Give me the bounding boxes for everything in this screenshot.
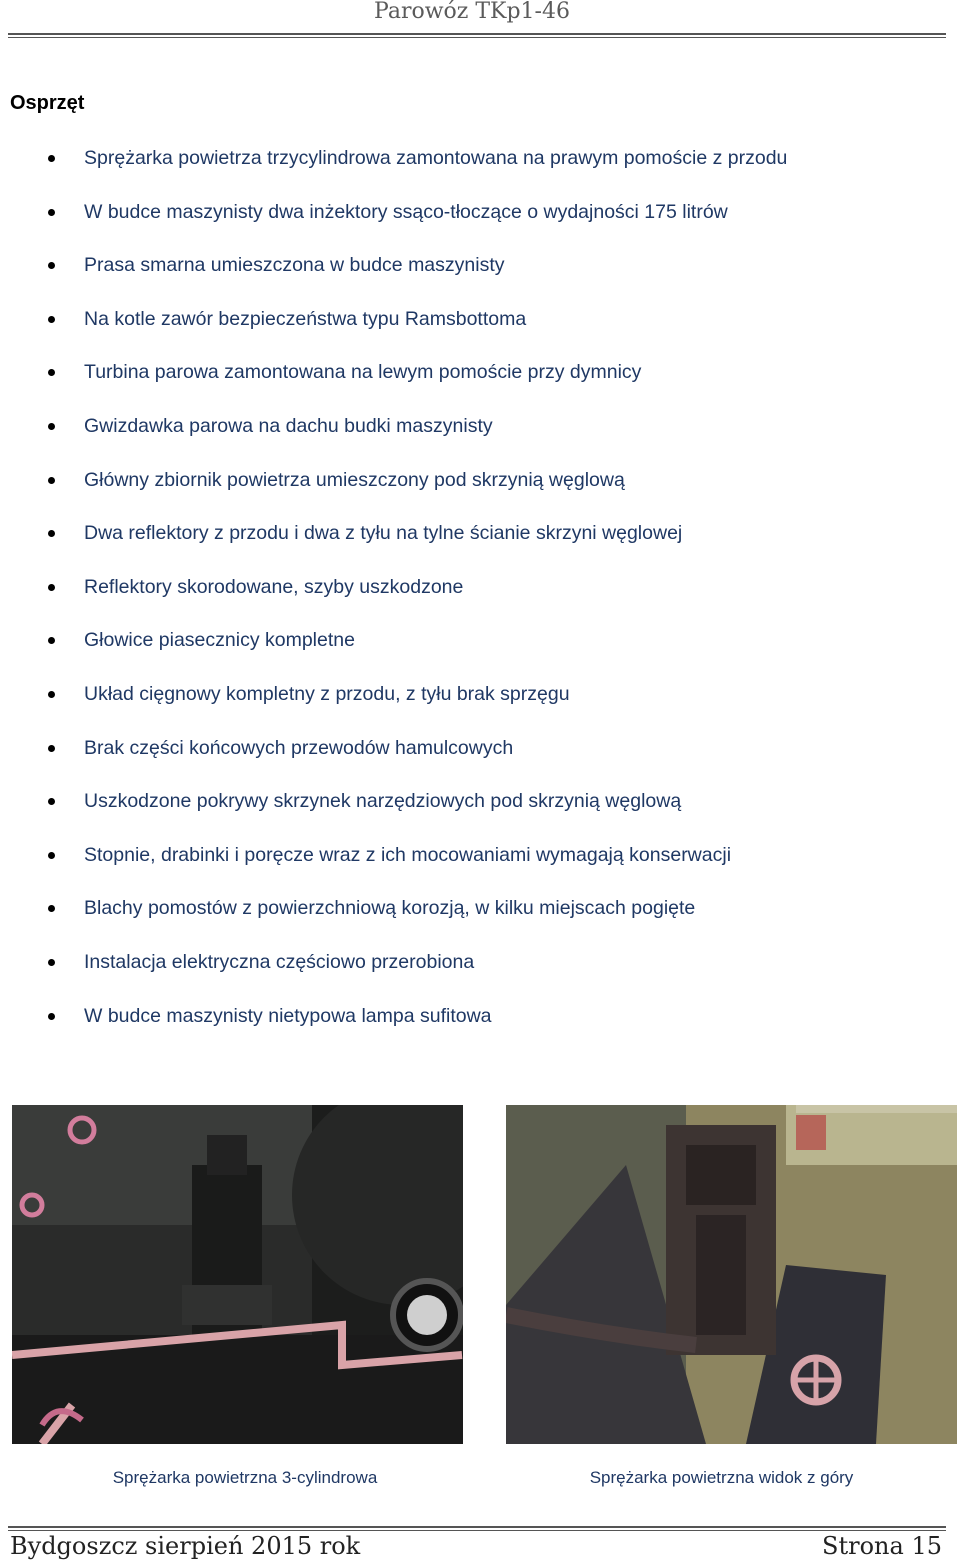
- bullet-icon: [48, 959, 55, 966]
- bullet-icon: [48, 905, 55, 912]
- list-item-text: Instalacja elektryczna częściowo przerobiona: [84, 950, 475, 973]
- list-item-text: Turbina parowa zamontowana na lewym pomoście przy dymnicy: [84, 361, 642, 384]
- list-item: [0, 245, 900, 299]
- list-item: [0, 674, 900, 728]
- list-item-text: W budce maszynisty dwa inżektory ssąco-tłoczące o wydajności 175 litrów: [84, 200, 728, 223]
- equipment-list: [0, 138, 900, 1049]
- list-item-text: Reflektory skorodowane, szyby uszkodzone: [84, 575, 464, 598]
- bullet-icon: [48, 262, 55, 269]
- bullet-icon: [48, 369, 55, 376]
- list-item-text: Gwizdawka parowa na dachu budki maszynisty: [84, 414, 493, 437]
- bullet-icon: [48, 691, 55, 698]
- list-item: [0, 138, 900, 192]
- list-item-text: Blachy pomostów z powierzchniową korozją, w kilku miejscach pogięte: [84, 897, 696, 920]
- list-item: [0, 406, 900, 460]
- list-item: [0, 728, 900, 782]
- list-item-text: Prasa smarna umieszczona w budce maszynisty: [84, 254, 505, 277]
- photo-caption-left: Sprężarka powietrzna 3-cylindrowa: [112, 1468, 378, 1487]
- list-item: [0, 888, 900, 942]
- footer-divider: [8, 1526, 946, 1528]
- bullet-icon: [48, 745, 55, 752]
- footer-page-number: Strona 15: [822, 1532, 942, 1560]
- list-item-text: W budce maszynisty nietypowa lampa sufitowa: [84, 1004, 492, 1027]
- bullet-icon: [48, 1013, 55, 1020]
- list-item: [0, 835, 900, 889]
- bullet-icon: [48, 852, 55, 859]
- list-item: [0, 567, 900, 621]
- list-item-text: Na kotle zawór bezpieczeństwa typu Ramsbottoma: [84, 307, 527, 330]
- list-item: [0, 192, 900, 246]
- bullet-icon: [48, 530, 55, 537]
- list-item-text: Stopnie, drabinki i poręcze wraz z ich mocowaniami wymagają konserwacji: [84, 843, 732, 866]
- page-header-title: Parowóz TKp1-46: [374, 0, 570, 24]
- bullet-icon: [48, 316, 55, 323]
- list-item: [0, 299, 900, 353]
- list-item-text: Głowice piasecznicy kompletne: [84, 629, 355, 652]
- list-item-text: Dwa reflektory z przodu i dwa z tyłu na tylne ścianie skrzyni węglowej: [84, 522, 683, 545]
- list-item: [0, 620, 900, 674]
- list-item-text: Uszkodzone pokrywy skrzynek narzędziowych pod skrzynią węglową: [84, 790, 682, 813]
- list-item-text: Brak części końcowych przewodów hamulcowych: [84, 736, 514, 759]
- bullet-icon: [48, 209, 55, 216]
- list-item-text: Główny zbiornik powietrza umieszczony pod skrzynią węglową: [84, 468, 625, 491]
- footer-divider-thin: [8, 1530, 946, 1531]
- bullet-icon: [48, 423, 55, 430]
- photo-caption-right: Sprężarka powietrzna widok z góry: [589, 1468, 854, 1487]
- list-item: [0, 996, 900, 1050]
- list-item: [0, 460, 900, 514]
- section-heading: Osprzęt: [10, 92, 85, 114]
- compressor-photo-left: [12, 1105, 463, 1444]
- bullet-icon: [48, 637, 55, 644]
- bullet-icon: [48, 798, 55, 805]
- bullet-icon: [48, 584, 55, 591]
- list-item: [0, 352, 900, 406]
- list-item: [0, 513, 900, 567]
- list-item-text: Sprężarka powietrza trzycylindrowa zamontowana na prawym pomoście z przodu: [84, 147, 788, 169]
- bullet-icon: [48, 155, 55, 162]
- header-divider-thin: [8, 37, 946, 38]
- footer-location-date: Bydgoszcz sierpień 2015 rok: [10, 1532, 361, 1560]
- list-item: [0, 781, 900, 835]
- bullet-icon: [48, 477, 55, 484]
- list-item: [0, 942, 900, 996]
- header-divider: [8, 33, 946, 35]
- list-item-text: Układ cięgnowy kompletny z przodu, z tyłu brak sprzęgu: [84, 682, 570, 705]
- compressor-photo-right: [506, 1105, 957, 1444]
